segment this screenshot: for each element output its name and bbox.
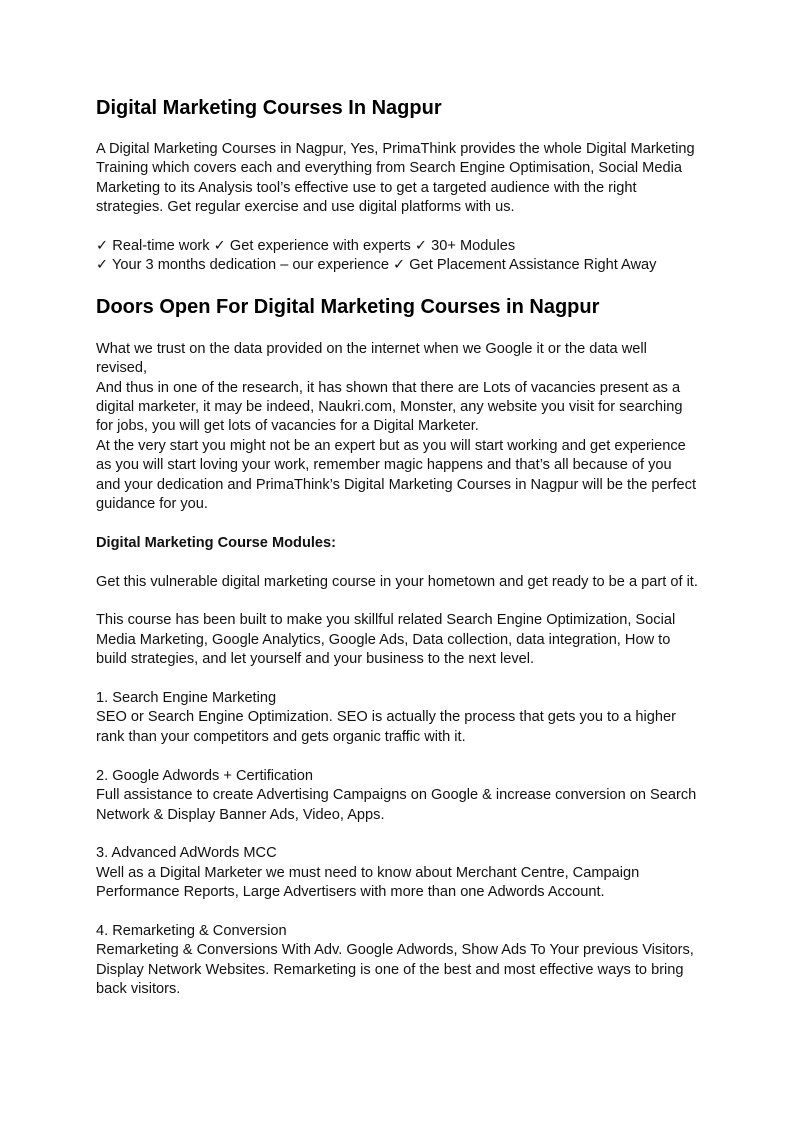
doors-line: And thus in one of the research, it has shown that there are Lots of vacancies present as a digital marketer, it may be indeed, Naukri.com, Monster, any website you visit for searching for jobs, you will get lots of vacancies for a Digital Marketer. <box>96 379 683 435</box>
doors-line: What we trust on the data provided on the internet when we Google it or the data well revised, <box>96 340 647 377</box>
module-description: Remarketing & Conversions With Adv. Google Adwords, Show Ads To Your previous Visitors, Display Network Websites. Remarketing is one of the best and most effective ways to bring back visitors. <box>96 942 694 998</box>
benefits-checklist <box>96 237 700 276</box>
document-page <box>96 95 700 1000</box>
modules-description: This course has been built to make you skillful related Search Engine Optimization, Social Media Marketing, Google Analytics, Google Ads, Data collection, data integration, How to build strategies, and let yourself and your business to the next level. <box>96 612 676 668</box>
module-title: 4. Remarketing & Conversion <box>96 922 287 939</box>
module-item <box>96 689 700 747</box>
checklist-line: ✓ Your 3 months dedication – our experience ✓ Get Placement Assistance Right Away <box>96 257 657 274</box>
modules-intro: Get this vulnerable digital marketing course in your hometown and get ready to be a part of it. <box>96 573 698 590</box>
doors-paragraph <box>96 340 700 515</box>
modules-heading: Digital Marketing Course Modules: <box>96 534 337 551</box>
module-item <box>96 922 700 1000</box>
module-item <box>96 844 700 902</box>
doors-line: At the very start you might not be an expert but as you will start working and get experience as you will start loving your work, remember magic happens and that’s all because of you and your dedication and PrimaThink’s Digital Marketing Courses in Nagpur will be the perfect guidance for you. <box>96 437 696 513</box>
module-item <box>96 767 700 825</box>
module-title: 3. Advanced AdWords MCC <box>96 845 277 862</box>
module-title: 2. Google Adwords + Certification <box>96 767 313 784</box>
module-description: Full assistance to create Advertising Campaigns on Google & increase conversion on Search Network & Display Banner Ads, Video, Apps. <box>96 787 697 823</box>
section-heading: Doors Open For Digital Marketing Courses in Nagpur <box>96 295 600 318</box>
page-title: Digital Marketing Courses In Nagpur <box>96 97 442 119</box>
module-description: SEO or Search Engine Optimization. SEO is actually the process that gets you to a higher rank than your competitors and gets organic traffic with it. <box>96 709 676 745</box>
module-title: 1. Search Engine Marketing <box>96 690 277 707</box>
module-description: Well as a Digital Marketer we must need to know about Merchant Centre, Campaign Performance Reports, Large Advertisers with more than one Adwords Account. <box>96 864 640 901</box>
checklist-line: ✓ Real-time work ✓ Get experience with experts ✓ 30+ Modules <box>96 238 516 255</box>
intro-paragraph: A Digital Marketing Courses in Nagpur, Yes, PrimaThink provides the whole Digital Marketing Training which covers each and everything from Search Engine Optimisation, Social Media Marketing to its Analysis tool’s effective use to get a targeted audience with the right strategies. Get regular exercise and use digital platforms with us. <box>96 141 695 216</box>
